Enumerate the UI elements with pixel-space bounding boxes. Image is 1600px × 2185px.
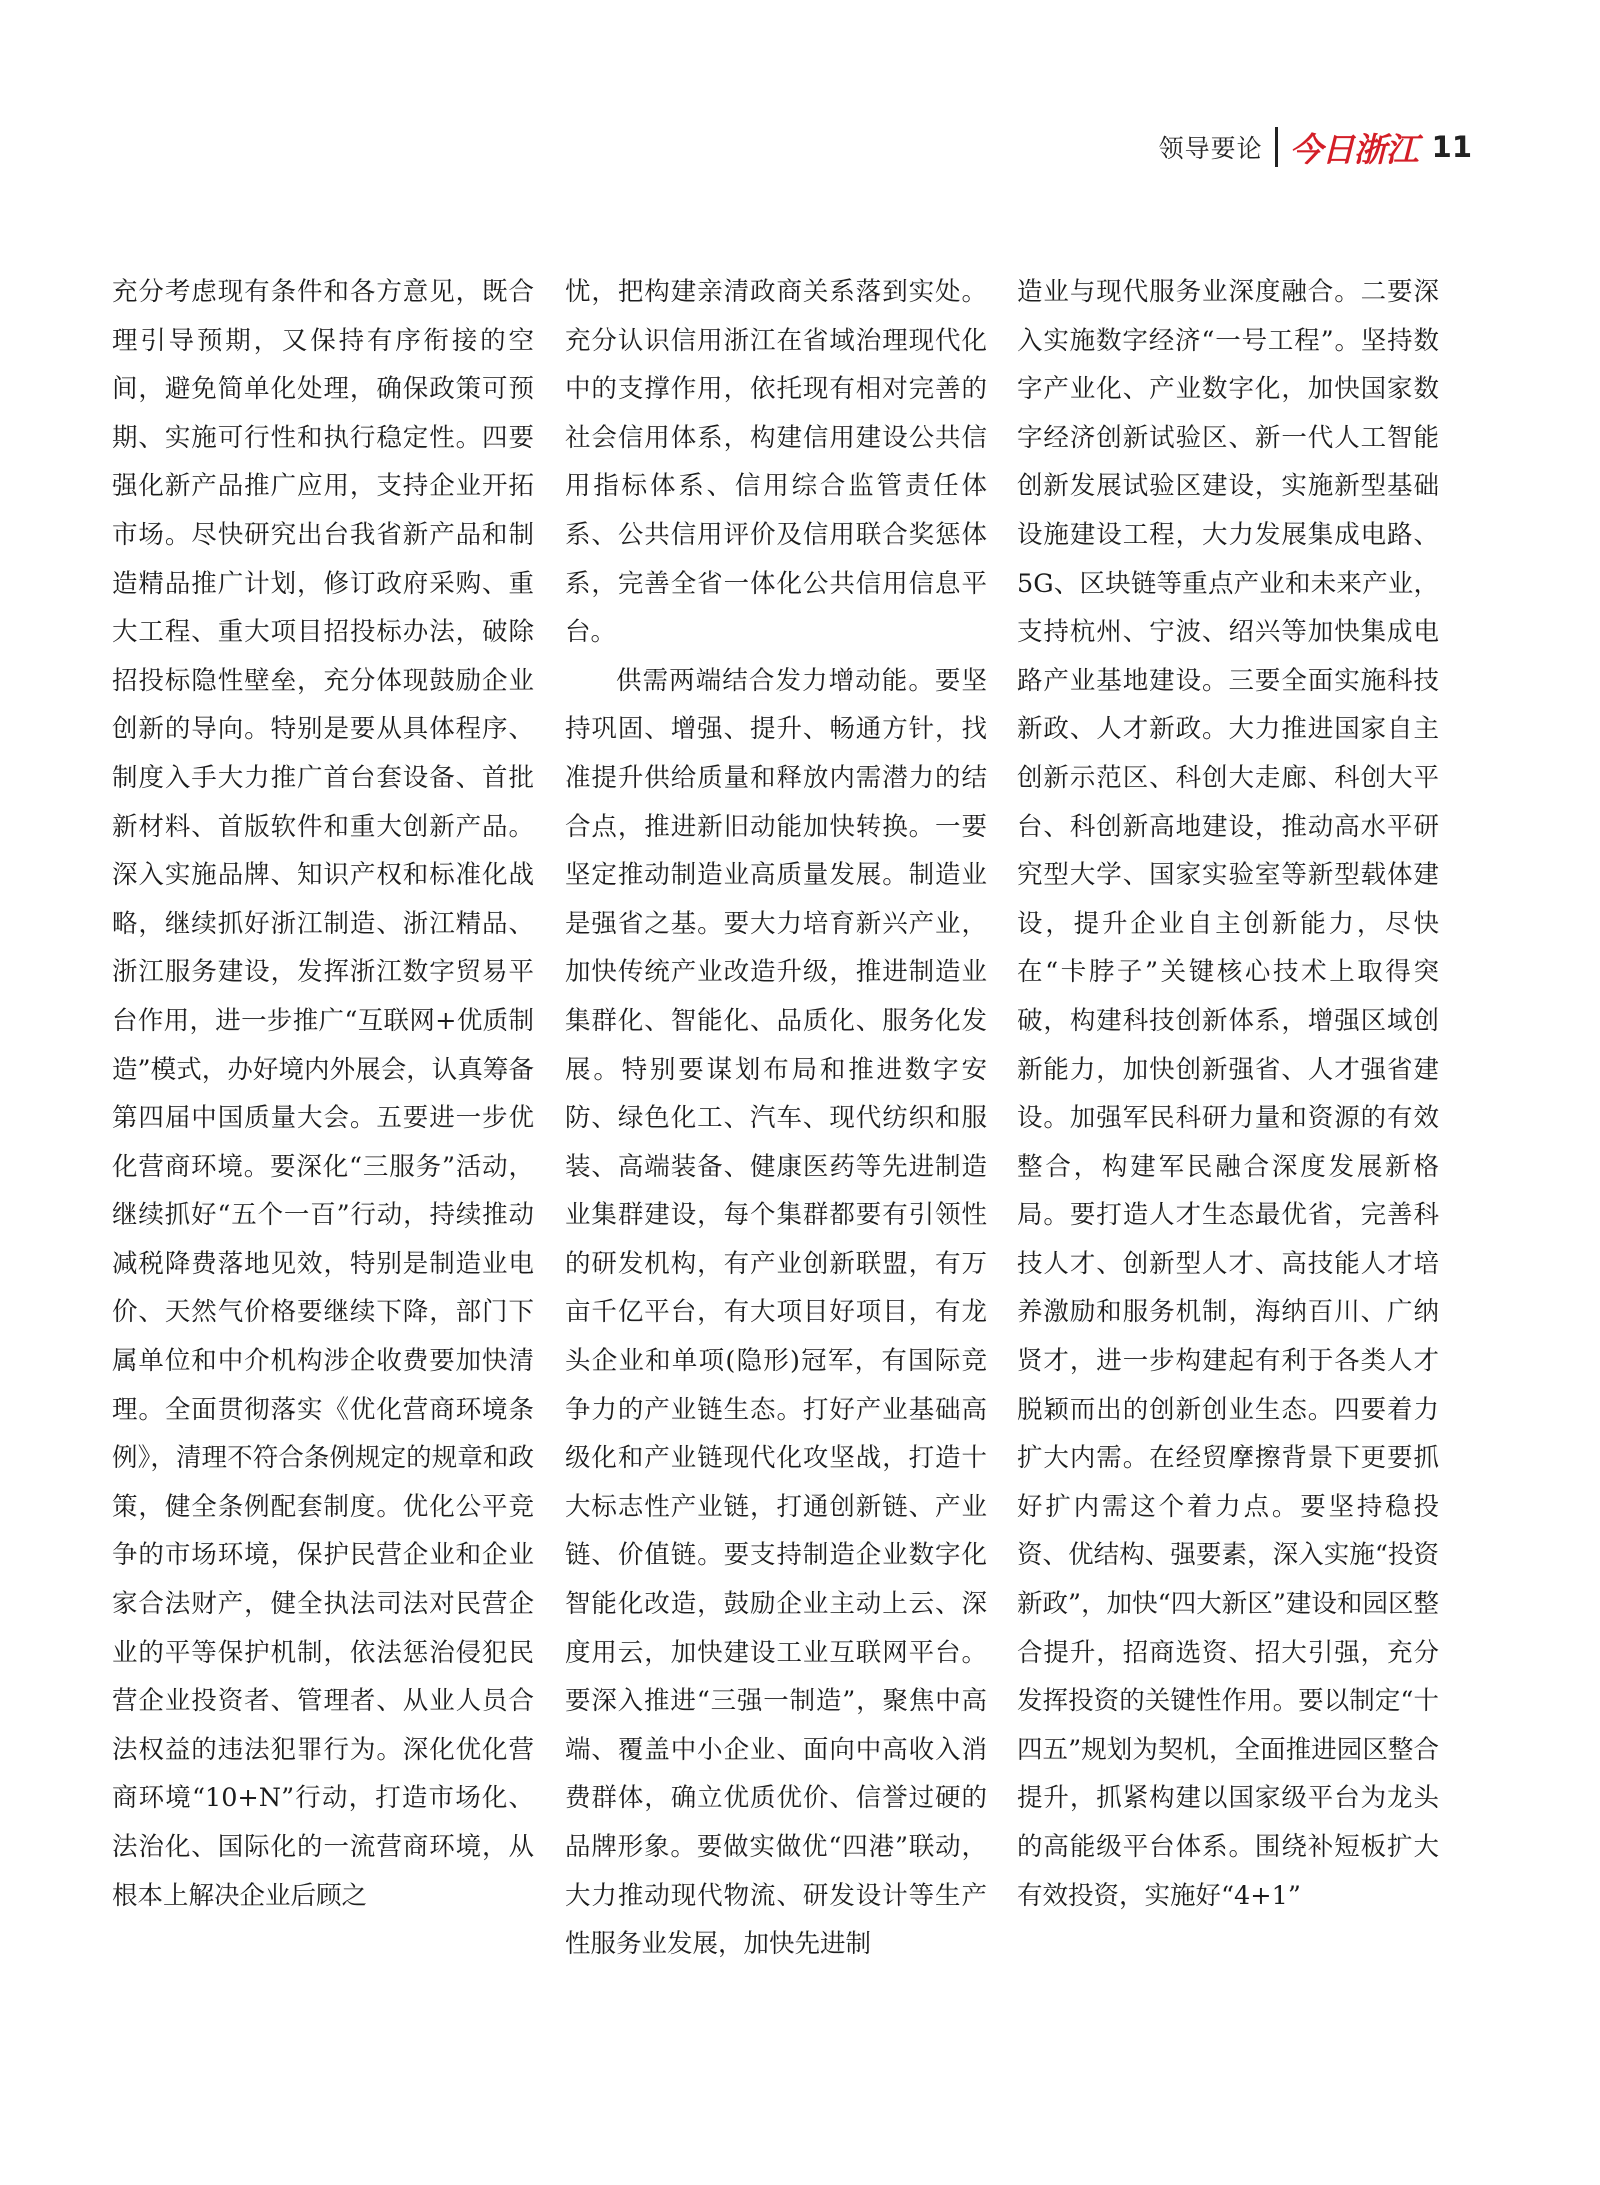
paragraph bbox=[565, 657, 987, 1969]
text-column-1 bbox=[112, 268, 534, 1920]
text-column-3 bbox=[1017, 268, 1439, 1920]
paragraph-text: 要坚持巩固、增强、提升、畅通方针，找准提升供给质量和释放内需潜力的结合点，推进新旧动能加快转换。一要坚定推动制造业高质量发展。制造业是强省之基。要大力培育新兴产业，加快传统产业改造升级，推进制造业集群化、智能化、品质化、服务化发展。特别要谋划布局和推进数字安防、绿色化工、汽车、现代纺织和服装、高端装备、健康医药等先进制造业集群建设，每个集群都要有引领性的研发机构，有产业创新联盟，有万亩千亿平台，有大项目好项目，有龙头企业和单项(隐形)冠军，有国际竞争力的产业链生态。打好产业基础高级化和产业链现代化攻坚战，打造十大标志性产业链，打通创新链、产业链、价值链。要支持制造企业数字化智能化改造，鼓励企业主动上云、深度用云，加快建设工业互联网平台。要深入推进“三强一制造”，聚焦中高端、覆盖中小企业、面向中高收入消费群体，确立优质优价、信誉过硬的品牌形象。要做实做优“四港”联动，大力推动现代物流、研发设计等生产性服务业发展，加快先进制 bbox=[565, 665, 987, 1960]
header-divider bbox=[1275, 127, 1278, 167]
paragraph: 造业与现代服务业深度融合。二要深入实施数字经济“一号工程”。坚持数字产业化、产业数字化，加快国家数字经济创新试验区、新一代人工智能创新发展试验区建设，实施新型基础设施建设工程，大力发展集成电路、5G、区块链等重点产业和未来产业，支持杭州、宁波、绍兴等加快集成电路产业基地建设。三要全面实施科技新政、人才新政。大力推进国家自主创新示范区、科创大走廊、科创大平台、科创新高地建设，推动高水平研究型大学、国家实验室等新型载体建设，提升企业自主创新能力，尽快在“卡脖子”关键核心技术上取得突破，构建科技创新体系，增强区域创新能力，加快创新强省、人才强省建设。加强军民科研力量和资源的有效整合，构建军民融合深度发展新格局。要打造人才生态最优省，完善科技人才、创新型人才、高技能人才培养激励和服务机制，海纳百川、广纳贤才，进一步构建起有利于各类人才脱颖而出的创新创业生态。四要着力扩大内需。在经贸摩擦背景下更要抓好扩内需这个着力点。要坚持稳投资、优结构、强要素，深入实施“投资新政”，加快“四大新区”建设和园区整合提升，招商选资、招大引强，充分发挥投资的关键性作用。要以制定“十四五”规划为契机，全面推进园区整合提升，抓紧构建以国家级平台为龙头的高能级平台体系。围绕补短板扩大有效投资，实施好“4+1” bbox=[1017, 277, 1439, 1911]
article-body bbox=[0, 268, 1600, 1968]
section-title: 领导要论 bbox=[1158, 134, 1263, 163]
page-header bbox=[1159, 120, 1472, 174]
text-column-2 bbox=[565, 268, 987, 1969]
subheading-lead: 供需两端结合发力增动能。 bbox=[616, 665, 935, 696]
paragraph: 忧，把构建亲清政商关系落到实处。充分认识信用浙江在省域治理现代化中的支撑作用，依托现有相对完善的社会信用体系，构建信用建设公共信用指标体系、信用综合监管责任体系、公共信用评价及信用联合奖惩体系，完善全省一体化公共信用信息平台。 bbox=[565, 277, 987, 648]
paragraph: 充分考虑现有条件和各方意见，既合理引导预期，又保持有序衔接的空间，避免简单化处理，确保政策可预期、实施可行性和执行稳定性。四要强化新产品推广应用，支持企业开拓市场。尽快研究出台我省新产品和制造精品推广计划，修订政府采购、重大工程、重大项目招投标办法，破除招投标隐性壁垒，充分体现鼓励企业创新的导向。特别是要从具体程序、制度入手大力推广首台套设备、首批新材料、首版软件和重大创新产品。深入实施品牌、知识产权和标准化战略，继续抓好浙江制造、浙江精品、浙江服务建设，发挥浙江数字贸易平台作用，进一步推广“互联网+优质制造”模式，办好境内外展会，认真筹备第四届中国质量大会。五要进一步优化营商环境。要深化“三服务”活动，继续抓好“五个一百”行动，持续推动减税降费落地见效，特别是制造业电价、天然气价格要继续下降，部门下属单位和中介机构涉企收费要加快清理。全面贯彻落实《优化营商环境条例》，清理不符合条例规定的规章和政策，健全条例配套制度。优化公平竞争的市场环境，保护民营企业和企业家合法财产，健全执法司法对民营企业的平等保护机制，依法惩治侵犯民营企业投资者、管理者、从业人员合法权益的违法犯罪行为。深化优化营商环境“10+N”行动，打造市场化、法治化、国际化的一流营商环境，从根本上解决企业后顾之 bbox=[112, 277, 534, 1911]
page-number: 11 bbox=[1431, 130, 1472, 164]
magazine-logo: 今日浙江 bbox=[1289, 129, 1418, 169]
